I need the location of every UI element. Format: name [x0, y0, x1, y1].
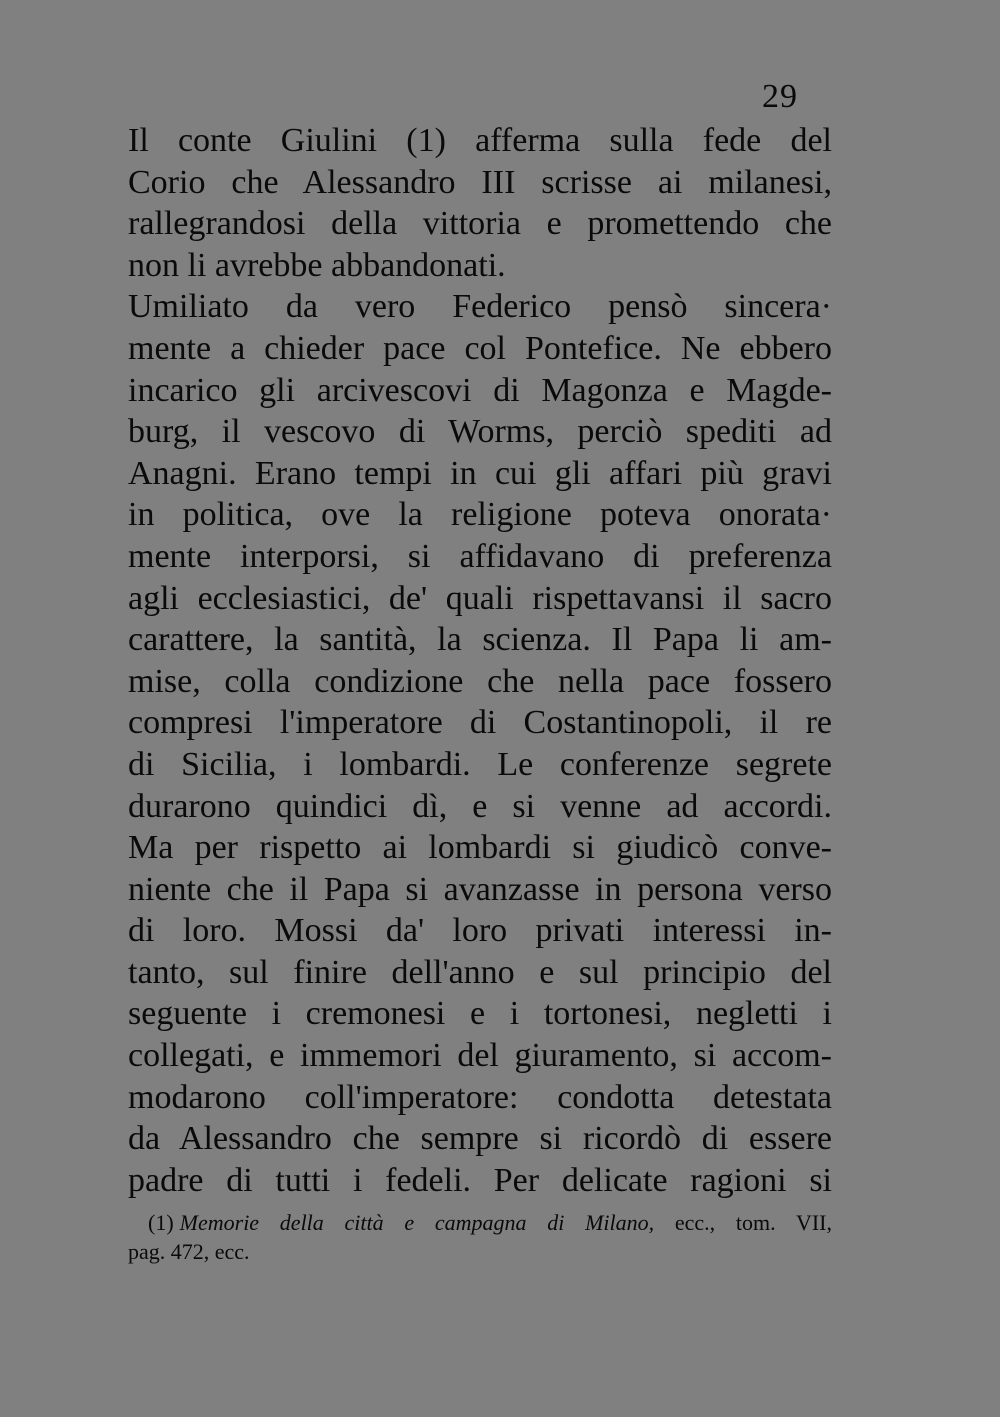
text-line: niente che il Papa si avanzasse in persona verso [128, 870, 832, 908]
text-line: rallegrandosi della vittoria e promettendo che [128, 205, 832, 243]
text-line: in politica, ove la religione poteva onorata· [128, 496, 832, 534]
footnote-title: Memorie della città e campagna di Milano, [179, 1210, 655, 1235]
text-line: Anagni. Erano tempi in cui gli affari più gravi [128, 454, 832, 492]
text-line: agli ecclesiastici, de' quali rispettavansi il sacro [128, 579, 832, 617]
text-line: di Sicilia, i lombardi. Le conferenze segrete [128, 745, 832, 783]
text-line: mise, colla condizione che nella pace fossero [128, 662, 832, 700]
text-line: modarono coll'imperatore: condotta detestata [128, 1078, 832, 1116]
text-line: di loro. Mossi da' loro privati interessi in- [128, 912, 832, 950]
text-line: da Alessandro che sempre si ricordò di essere [128, 1120, 832, 1158]
text-line: Ma per rispetto ai lombardi si giudicò conve- [128, 829, 832, 867]
text-line: Corio che Alessandro III scrisse ai milanesi, [128, 163, 832, 201]
footnote-marker: (1) [148, 1210, 174, 1235]
text-line: compresi l'imperatore di Costantinopoli, il re [128, 704, 832, 742]
text-line: durarono quindici dì, e si venne ad accordi. [128, 787, 832, 825]
footnote [128, 1208, 832, 1266]
text-line: incarico gli arcivescovi di Magonza e Magde- [128, 371, 832, 409]
text-line: Umiliato da vero Federico pensò sincera· [128, 288, 832, 326]
footnote-line: pag. 472, ecc. [128, 1239, 250, 1264]
text-line: mente a chieder pace col Pontefice. Ne ebbero [128, 329, 832, 367]
page-number: 29 [762, 78, 798, 115]
footnote-reference: ecc., tom. VII, [674, 1210, 832, 1235]
text-line: padre di tutti i fedeli. Per delicate ragioni si [128, 1161, 832, 1199]
footnote-line [128, 1208, 832, 1237]
text-line: mente interporsi, si affidavano di preferenza [128, 537, 832, 575]
text-line: Il conte Giulini (1) afferma sulla fede del [128, 122, 832, 159]
text-line: seguente i cremonesi e i tortonesi, negletti i [128, 995, 832, 1033]
text-line: carattere, la santità, la scienza. Il Papa li am- [128, 621, 832, 659]
text-line: collegati, e immemori del giuramento, si accom- [128, 1037, 832, 1075]
body-text [128, 120, 832, 1201]
text-line: tanto, sul finire dell'anno e sul principio del [128, 953, 832, 991]
text-line: non li avrebbe abbandonati. [128, 246, 506, 284]
text-line: burg, il vescovo di Worms, perciò spediti ad [128, 413, 832, 451]
